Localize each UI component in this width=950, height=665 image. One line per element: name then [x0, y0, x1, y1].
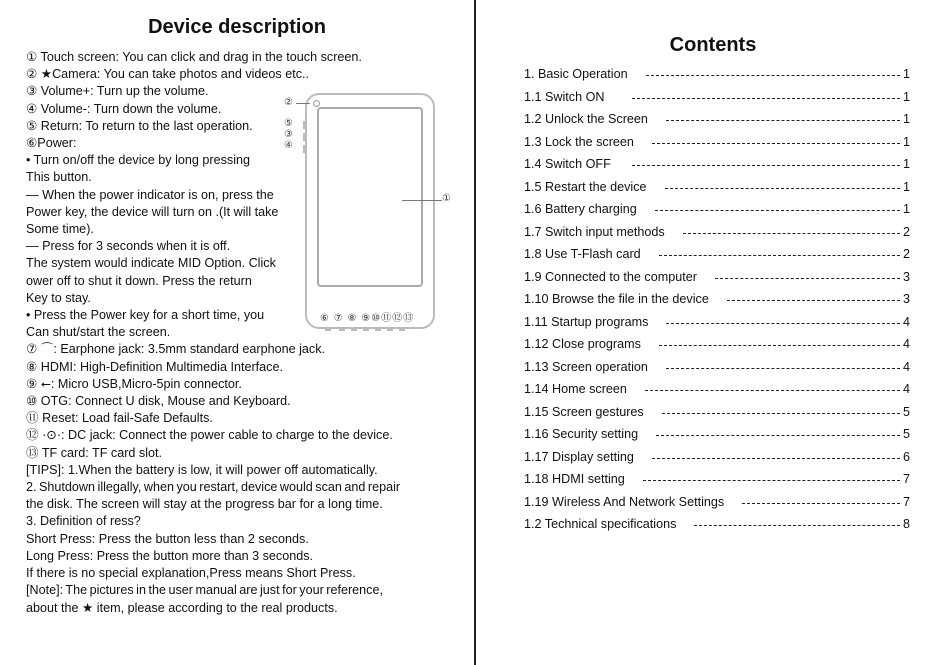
toc-label: 1. Basic Operation — [524, 63, 628, 86]
text-line: ⑨ ⭠: Micro USB,Micro-5pin connector. — [26, 376, 242, 391]
toc-leader — [665, 188, 900, 189]
toc-row[interactable] — [524, 401, 910, 424]
text-line: ⑪ Reset: Load fail-Safe Defaults. — [26, 411, 213, 426]
text-line: If there is no special explanation,Press means Short Press. — [26, 566, 356, 581]
toc-label: 1.15 Screen gestures — [524, 401, 644, 424]
toc-label: 1.8 Use T-Flash card — [524, 243, 641, 266]
toc-row[interactable] — [524, 356, 910, 379]
toc-row[interactable] — [524, 266, 910, 289]
toc-page-number: 4 — [902, 314, 910, 329]
toc-leader — [659, 255, 900, 256]
toc-row[interactable] — [524, 63, 910, 86]
text-line: ④ Volume-: Turn down the volume. — [26, 101, 222, 116]
toc-label: 1.2 Technical specifications — [524, 513, 676, 536]
toc-page-number: 1 — [902, 157, 910, 171]
callout-3: ③ — [284, 129, 293, 140]
toc-label: 1.2 Unlock the Screen — [524, 108, 648, 131]
toc-page-number: 1 — [902, 67, 910, 81]
text-line: ⑫ ·⊙·: DC jack: Connect the power cable to charge to the device. — [26, 428, 393, 443]
toc-leader — [666, 368, 900, 369]
contents-title: Contents — [669, 34, 757, 56]
toc-leader — [652, 458, 900, 459]
toc-page-number: 1 — [902, 179, 910, 194]
toc-label: 1.12 Close programs — [524, 333, 641, 356]
toc-row[interactable] — [524, 86, 910, 109]
text-line: ② ★Camera: You can take photos and videos etc.. — [26, 67, 310, 82]
toc-label: 1.6 Battery charging — [524, 198, 637, 221]
text-line: ⑧ HDMI: High-Definition Multimedia Interface. — [26, 359, 283, 374]
toc-page-number: 1 — [902, 134, 910, 149]
page-title: Device description — [148, 16, 326, 38]
toc-label: 1.10 Browse the file in the device — [524, 288, 709, 311]
toc-label: 1.14 Home screen — [524, 378, 627, 401]
toc-page-number: 4 — [902, 359, 910, 374]
toc-leader — [662, 413, 900, 414]
toc-label: 1.5 Restart the device — [524, 176, 647, 199]
toc-page-number: 1 — [902, 112, 910, 126]
toc-label: 1.13 Screen operation — [524, 356, 648, 379]
toc-row[interactable] — [524, 221, 910, 244]
toc-row[interactable] — [524, 491, 910, 514]
text-line: • Turn on/off the device by long pressing — [26, 153, 251, 168]
toc-leader — [742, 503, 900, 504]
callout-2: ② — [284, 97, 293, 108]
toc-label: 1.18 HDMI setting — [524, 468, 625, 491]
toc-row[interactable] — [524, 131, 910, 154]
left-page — [0, 0, 474, 665]
text-line: 3. Definition of ress? — [26, 514, 141, 529]
toc-row[interactable] — [524, 311, 910, 334]
text-line: The system would indicate MID Option. Click — [26, 256, 276, 271]
toc-leader — [655, 210, 900, 211]
toc-leader — [632, 165, 900, 166]
callout-5: ⑤ — [284, 118, 293, 129]
text-line: ⑥Power: — [26, 136, 77, 151]
text-line: — When the power indicator is on, press the — [26, 187, 274, 202]
text-line: 2. Shutdown illegally, when you restart, device would scan and repair — [26, 480, 401, 495]
callout-bottom: ⑥ ⑦ ⑧ ⑨⑩⑪⑫⑬ — [320, 313, 415, 324]
toc-page-number: 7 — [902, 472, 910, 486]
toc-label: 1.16 Security setting — [524, 423, 638, 446]
toc-label: 1.19 Wireless And Network Settings — [524, 491, 724, 514]
toc-row[interactable] — [524, 198, 910, 221]
toc-leader — [659, 345, 900, 346]
toc-leader — [632, 98, 900, 99]
toc-page-number: 5 — [902, 427, 910, 441]
toc-page-number: 2 — [902, 247, 910, 261]
toc-row[interactable] — [524, 513, 910, 536]
text-line: ⑬ TF card: TF card slot. — [26, 445, 162, 460]
text-line: ③ Volume+: Turn up the volume. — [26, 84, 209, 99]
toc-row[interactable] — [524, 108, 910, 131]
toc-leader — [666, 120, 900, 121]
callout-1: ① — [442, 193, 451, 204]
text-line: Can shut/start the screen. — [26, 325, 171, 340]
text-line: the disk. The screen will stay at the progress bar for a long time. — [26, 497, 383, 512]
toc-leader — [656, 435, 900, 436]
text-line: Some time). — [26, 222, 94, 237]
toc-row[interactable] — [524, 288, 910, 311]
right-page — [476, 0, 950, 665]
toc-label: 1.1 Switch ON — [524, 86, 605, 109]
text-line: ⑩ OTG: Connect U disk, Mouse and Keyboard. — [26, 394, 291, 409]
toc-leader — [727, 300, 900, 301]
text-line: This button. — [26, 170, 92, 185]
toc-row[interactable] — [524, 243, 910, 266]
text-line: [Note]: The pictures in the user manual are just for your reference, — [26, 583, 383, 598]
toc-leader — [645, 390, 900, 391]
toc-page-number: 4 — [902, 337, 910, 351]
text-line: Key to stay. — [26, 290, 91, 305]
toc-page-number: 7 — [902, 494, 910, 509]
text-line: about the ★ item, please according to the real products. — [26, 600, 338, 615]
toc-row[interactable] — [524, 446, 910, 469]
toc-label: 1.17 Display setting — [524, 446, 634, 469]
toc-label: 1.7 Switch input methods — [524, 221, 665, 244]
toc-page-number: 3 — [902, 292, 910, 306]
toc-row[interactable] — [524, 468, 910, 491]
table-of-contents — [524, 63, 910, 536]
toc-page-number: 3 — [902, 269, 910, 284]
text-line: ⑦ ⌒: Earphone jack: 3.5mm standard earphone jack. — [26, 342, 326, 357]
text-line: ower off to shut it down. Press the return — [26, 273, 252, 288]
toc-page-number: 8 — [902, 517, 910, 531]
toc-leader — [643, 480, 900, 481]
text-line: [TIPS]: 1.When the battery is low, it will power off automatically. — [26, 462, 378, 477]
text-line: Long Press: Press the button more than 3 seconds. — [26, 548, 314, 563]
description-text — [26, 49, 452, 617]
text-line: • Press the Power key for a short time, you — [26, 308, 265, 323]
toc-leader — [646, 75, 900, 76]
toc-page-number: 5 — [902, 404, 910, 419]
toc-label: 1.11 Startup programs — [524, 311, 648, 334]
toc-leader — [652, 143, 900, 144]
toc-page-number: 1 — [902, 89, 910, 104]
toc-page-number: 4 — [902, 382, 910, 396]
toc-row[interactable] — [524, 423, 910, 446]
toc-row[interactable] — [524, 153, 910, 176]
toc-page-number: 6 — [902, 449, 910, 464]
toc-page-number: 1 — [902, 202, 910, 216]
toc-page-number: 2 — [902, 224, 910, 239]
text-line: — Press for 3 seconds when it is off. — [26, 239, 231, 254]
toc-label: 1.4 Switch OFF — [524, 153, 611, 176]
toc-leader — [715, 278, 900, 279]
toc-row[interactable] — [524, 378, 910, 401]
toc-row[interactable] — [524, 333, 910, 356]
toc-label: 1.3 Lock the screen — [524, 131, 634, 154]
callout-4: ④ — [284, 140, 293, 151]
toc-leader — [666, 323, 900, 324]
toc-leader — [683, 233, 900, 234]
text-line: ① Touch screen: You can click and drag in the touch screen. — [26, 50, 362, 64]
text-line: Short Press: Press the button less than 2 seconds. — [26, 531, 309, 546]
text-line: ⑤ Return: To return to the last operation. — [26, 118, 253, 133]
toc-label: 1.9 Connected to the computer — [524, 266, 697, 289]
text-line: Power key, the device will turn on .(It will take — [26, 204, 279, 219]
toc-row[interactable] — [524, 176, 910, 199]
toc-leader — [694, 525, 900, 526]
